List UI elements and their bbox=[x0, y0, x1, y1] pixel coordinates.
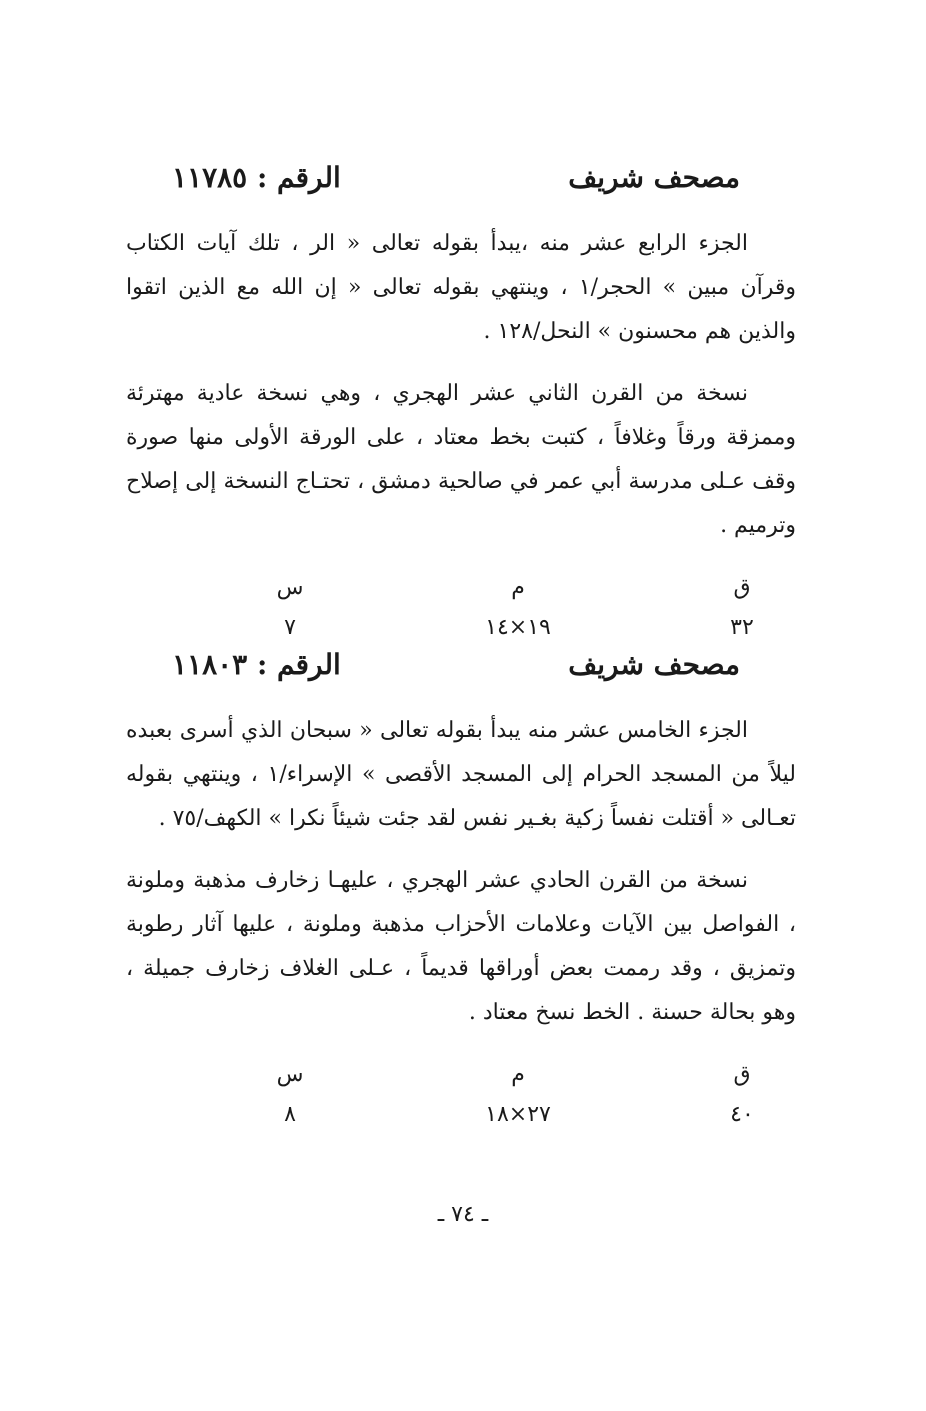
measure-leaves bbox=[682, 568, 802, 648]
measure-lines bbox=[230, 1055, 350, 1135]
measure-lines-label: س bbox=[276, 1062, 304, 1087]
entry-title: مصحف شريف bbox=[568, 648, 740, 681]
entry-title: مصحف شريف bbox=[568, 161, 740, 194]
measure-lines bbox=[230, 568, 350, 648]
measure-size bbox=[458, 1055, 578, 1135]
measure-size-value: ٢٧×١٨ bbox=[485, 1102, 551, 1127]
entry-description: الجزء الخامس عشر منه يبدأ بقوله تعالى « سبحان الذي أسرى بعبده ليلاً من المسجد الحرام إلى المسجد الأقصى » الإسراء/١ ، وينتهي بقوله تعـالى « أقتلت نفساً زكية بغـير نفس لقد جئت شيئاً نكرا » الكهف/٧٥ . bbox=[126, 718, 796, 831]
entry-header bbox=[120, 158, 796, 208]
entry-measures bbox=[120, 568, 796, 654]
entry-number: الرقم : ١١٧٨٥ bbox=[172, 161, 341, 194]
measure-size bbox=[458, 568, 578, 648]
measure-size-value: ١٩×١٤ bbox=[485, 615, 551, 640]
catalog-entry-11803 bbox=[120, 645, 796, 1141]
measure-leaves-label: ق bbox=[733, 1062, 751, 1087]
entry-condition: نسخة من القرن الحادي عشر الهجري ، عليهـا زخارف مذهبة وملونة ، الفواصل بين الآيات وعلامات الأحزاب مذهبة وملونة ، عليها آثار رطوبة وتمزيق ، وقد رممت بعض أوراقها قديماً ، عـلى الغلاف زخارف جميلة ، وهو بحالة حسنة . الخط نسخ معتاد . bbox=[126, 868, 796, 1025]
entry-description: الجزء الرابع عشر منه ،يبدأ بقوله تعالى « الر ، تلك آيات الكتاب وقرآن مبين » الحجر/١ ، وينتهي بقوله تعالى « إن الله مع الذين اتقوا والذين هم محسنون » النحل/١٢٨ . bbox=[126, 231, 796, 344]
measure-size-label: م bbox=[511, 1062, 525, 1087]
measure-leaves-label: ق bbox=[733, 575, 751, 600]
catalog-entry-11785 bbox=[120, 158, 796, 654]
page-number: ـ ٧٤ ـ bbox=[437, 1202, 489, 1227]
entry-measures bbox=[120, 1055, 796, 1141]
measure-lines-value: ٧ bbox=[284, 615, 296, 640]
entry-condition: نسخة من القرن الثاني عشر الهجري ، وهي نسخة عادية مهترئة وممزقة ورقاً وغلافاً ، كتبت بخط معتاد ، على الورقة الأولى منها صورة وقف عـلى مدرسة أبي عمر في صالحية دمشق ، تحتـاج النسخة إلى إصلاح وترميم . bbox=[126, 381, 796, 538]
entry-header bbox=[120, 645, 796, 695]
measure-leaves bbox=[682, 1055, 802, 1135]
measure-lines-label: س bbox=[276, 575, 304, 600]
measure-leaves-value: ٤٠ bbox=[730, 1102, 754, 1127]
measure-size-label: م bbox=[511, 575, 525, 600]
measure-leaves-value: ٣٢ bbox=[730, 615, 754, 640]
measure-lines-value: ٨ bbox=[284, 1102, 296, 1127]
entry-number: الرقم : ١١٨٠٣ bbox=[172, 648, 341, 681]
